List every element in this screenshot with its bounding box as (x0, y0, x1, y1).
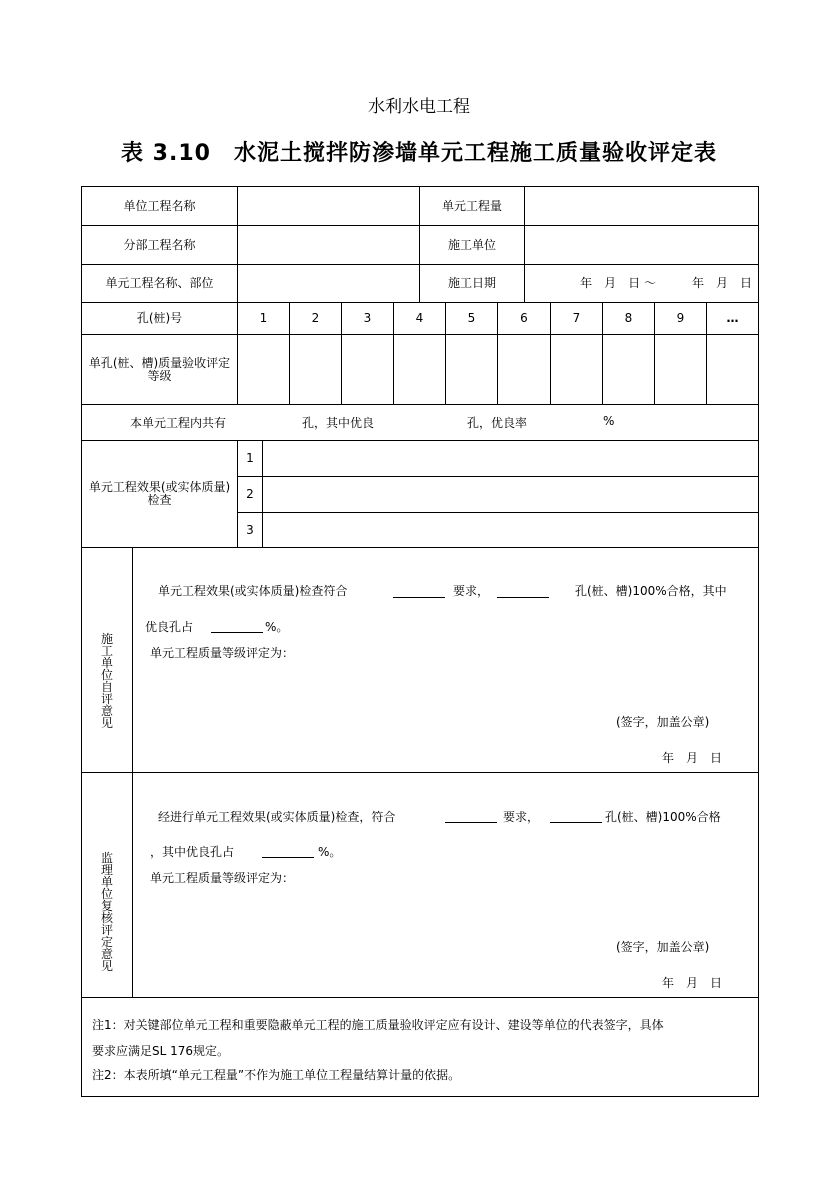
grade-cell[interactable] (342, 335, 393, 404)
grade-cell[interactable] (655, 335, 706, 404)
summary-prefix: 本单元工程内共有 (130, 416, 227, 430)
grade-cell[interactable] (498, 335, 550, 404)
label-effect-check: 单元工程效果(或实体质量)检查 (88, 480, 231, 507)
blank-line[interactable] (497, 597, 549, 598)
self-eval-text: %。 (265, 620, 289, 634)
hole-number: 2 (311, 311, 320, 325)
note-1: 注1：对关键部位单元工程和重要隐蔽单元工程的施工质量验收评定应有设计、建设等单位的代表签字，具体 (92, 1018, 664, 1032)
label-construction-date: 施工日期 (447, 276, 496, 290)
hole-number: 9 (676, 311, 685, 325)
label-unit-quantity: 单元工程量 (441, 198, 502, 213)
self-eval-text: 孔(桩、槽)100%合格，其中 (575, 584, 727, 598)
label-supervision: 监理单位复核评定意见 (100, 851, 113, 973)
effect-row-field[interactable] (263, 477, 758, 512)
field-construction-unit[interactable] (525, 226, 758, 264)
hole-number: … (726, 311, 739, 325)
hole-number: 8 (624, 311, 633, 325)
blank-line[interactable] (393, 597, 445, 598)
summary-excellent: 孔，其中优良 (302, 416, 375, 430)
blank-line[interactable] (262, 857, 314, 858)
field-sub-project-name[interactable] (238, 226, 419, 264)
self-eval-text: 要求， (453, 584, 490, 598)
label-construction-unit: 施工单位 (447, 237, 496, 252)
supervision-date: 年 月 日 (662, 976, 723, 990)
blank-line[interactable] (211, 632, 263, 633)
label-element-name-part: 单元工程名称、部位 (105, 276, 214, 290)
hole-number: 5 (467, 311, 476, 325)
self-eval-text: 优良孔占 (145, 620, 194, 634)
supervision-text: %。 (318, 845, 342, 859)
hole-number: 4 (415, 311, 424, 325)
grade-cell[interactable] (394, 335, 445, 404)
self-eval-signature: (签字，加盖公章) (616, 715, 710, 729)
note-1-continued: 要求应满足SL 176规定。 (92, 1044, 230, 1058)
supervision-grade-label: 单元工程质量等级评定为： (150, 871, 295, 885)
blank-line[interactable] (550, 822, 602, 823)
effect-row-field[interactable] (263, 441, 758, 476)
grade-cell[interactable] (290, 335, 341, 404)
self-eval-grade-label: 单元工程质量等级评定为： (150, 646, 295, 660)
supervision-text: 经进行单元工程效果(或实体质量)检查，符合 (158, 810, 396, 824)
self-eval-date: 年 月 日 (662, 751, 723, 765)
label-sub-project-name: 分部工程名称 (123, 237, 196, 252)
label-unit-project-name: 单位工程名称 (123, 198, 196, 213)
effect-row-number: 1 (246, 451, 254, 465)
effect-row-field[interactable] (263, 513, 758, 547)
supervision-text: 孔(桩、槽)100%合格 (605, 810, 721, 824)
effect-row-number: 2 (246, 487, 254, 501)
hole-number: 1 (259, 311, 268, 325)
self-eval-text: 单元工程效果(或实体质量)检查符合 (158, 584, 348, 598)
supervision-signature: (签字，加盖公章) (616, 940, 710, 954)
grade-cell[interactable] (551, 335, 602, 404)
summary-percent: % (603, 414, 615, 428)
note-2: 注2：本表所填“单元工程量”不作为施工单位工程量结算计量的依据。 (92, 1068, 461, 1082)
document-title: 表 3.10 水泥土搅拌防渗墙单元工程施工质量验收评定表 (121, 141, 717, 166)
grade-cell[interactable] (603, 335, 654, 404)
blank-line[interactable] (445, 822, 497, 823)
supervision-text: 要求， (503, 810, 540, 824)
hole-number: 6 (520, 311, 528, 325)
grade-cell[interactable] (707, 335, 758, 404)
field-unit-project-name[interactable] (238, 187, 419, 225)
effect-row-number: 3 (246, 522, 254, 537)
grade-cell[interactable] (238, 335, 289, 404)
label-hole-number: 孔(桩)号 (136, 311, 183, 325)
supervision-text: ，其中优良孔占 (150, 845, 235, 859)
hole-number: 7 (572, 311, 581, 325)
document-subtitle: 水利水电工程 (368, 97, 470, 117)
field-element-name-part[interactable] (238, 265, 419, 302)
field-unit-quantity[interactable] (525, 187, 758, 225)
hole-number: 3 (363, 311, 372, 325)
summary-rate: 孔，优良率 (467, 416, 528, 430)
field-construction-date[interactable]: 年 月 日 ～ 年 月 日 (580, 276, 752, 290)
grade-cell[interactable] (446, 335, 497, 404)
label-hole-grade: 单孔(桩、槽)质量验收评定等级 (88, 355, 231, 383)
label-self-evaluation: 施工单位自评意见 (100, 632, 113, 730)
